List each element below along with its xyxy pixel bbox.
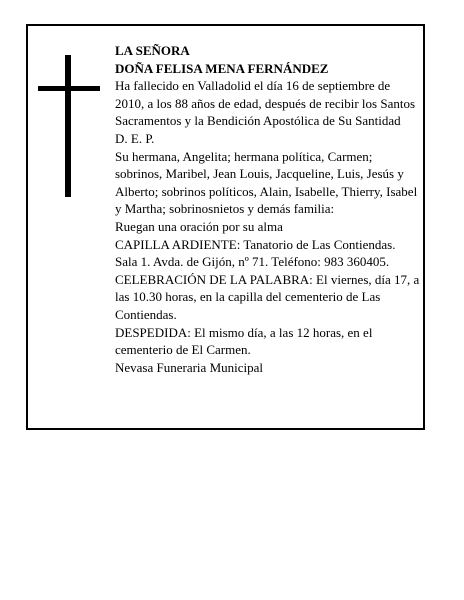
notice-title: LA SEÑORA — [115, 43, 190, 58]
obituary-notice — [26, 24, 425, 430]
obituary-text — [115, 42, 421, 376]
chapel-info: CAPILLA ARDIENTE: Tanatorio de Las Contiendas. Sala 1. Avda. de Gijón, nº 71. Teléfono: 983 360405. — [115, 236, 396, 270]
cross-icon — [38, 55, 100, 197]
farewell-info: DESPEDIDA: El mismo día, a las 12 horas, en el cementerio de El Carmen. — [115, 324, 373, 358]
cross-vertical-bar — [65, 55, 71, 197]
rip-line: D. E. P. — [115, 130, 155, 146]
celebration-info: CELEBRACIÓN DE LA PALABRA: El viernes, día 17, a las 10.30 horas, en la capilla del cementerio de Las Contiendas. — [115, 271, 420, 322]
deceased-name: DOÑA FELISA MENA FERNÁNDEZ — [115, 60, 329, 76]
cross-horizontal-bar — [38, 86, 100, 91]
prayer-request: Ruegan una oración por su alma — [115, 218, 283, 234]
family-list: Su hermana, Angelita; hermana política, Carmen; sobrinos, Maribel, Jean Louis, Jacqueline, Luis, Jesús y Alberto; sobrinos políticos, Alain, Isabelle, Thierry, Isabel y Martha; sobrinosnietos y demás familia: — [115, 148, 418, 217]
funeral-home: Nevasa Funeraria Municipal — [115, 359, 264, 375]
death-announcement: Ha fallecido en Valladolid el día 16 de septiembre de 2010, a los 88 años de edad, después de recibir los Santos Sacramentos y la Bendición Apostólica de Su Santidad — [115, 78, 416, 129]
